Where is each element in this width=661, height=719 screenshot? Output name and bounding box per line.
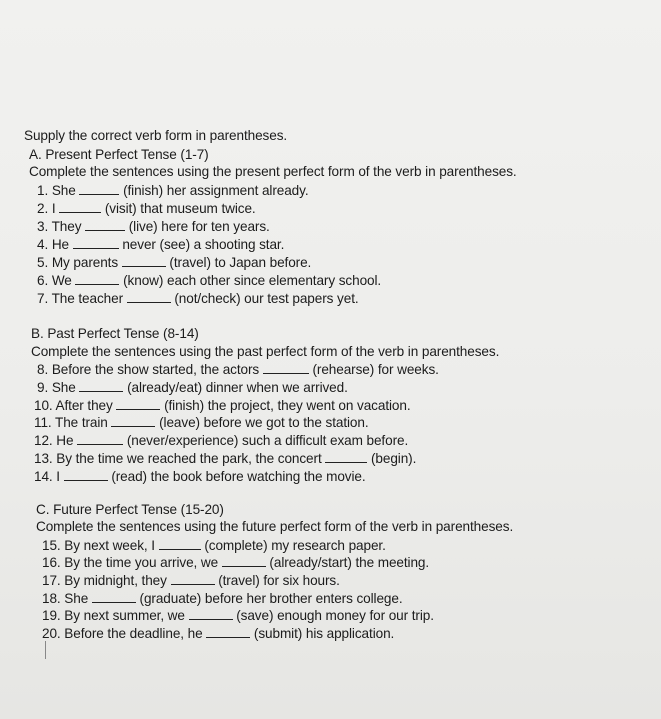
item-11: 11. The train (leave) before we got to the station. <box>34 415 369 430</box>
answer-blank[interactable] <box>73 236 119 249</box>
instruction: Supply the correct verb form in parentheses. <box>24 128 288 143</box>
item-9: 9. She (already/eat) dinner when we arrived. <box>37 380 348 395</box>
answer-blank[interactable] <box>92 590 136 603</box>
answer-blank[interactable] <box>222 554 266 567</box>
answer-blank[interactable] <box>79 379 123 392</box>
item-3: 3. They (live) here for ten years. <box>37 219 270 234</box>
answer-blank[interactable] <box>79 182 119 195</box>
item-20: 20. Before the deadline, he (submit) his application. <box>42 626 395 641</box>
section-c-title: C. Future Perfect Tense (15-20) <box>36 502 224 517</box>
answer-blank[interactable] <box>77 432 123 445</box>
item-10: 10. After they (finish) the project, they went on vacation. <box>34 398 411 413</box>
item-14: 14. I (read) the book before watching the movie. <box>34 469 366 484</box>
section-b-directions: Complete the sentences using the past perfect form of the verb in parentheses. <box>31 344 500 359</box>
section-a-title: A. Present Perfect Tense (1-7) <box>29 147 209 162</box>
item-4: 4. He never (see) a shooting star. <box>37 237 285 252</box>
item-12: 12. He (never/experience) such a difficult exam before. <box>34 433 409 448</box>
answer-blank[interactable] <box>171 572 215 585</box>
section-c-directions: Complete the sentences using the future perfect form of the verb in parentheses. <box>36 519 514 534</box>
answer-blank[interactable] <box>64 468 108 481</box>
item-16: 16. By the time you arrive, we (already/start) the meeting. <box>42 555 430 570</box>
answer-blank[interactable] <box>122 254 166 267</box>
answer-blank[interactable] <box>59 200 101 213</box>
item-13: 13. By the time we reached the park, the concert (begin). <box>34 451 417 466</box>
item-18: 18. She (graduate) before her brother enters college. <box>42 591 403 606</box>
item-2: 2. I (visit) that museum twice. <box>37 201 256 216</box>
item-5: 5. My parents (travel) to Japan before. <box>37 255 312 270</box>
item-8: 8. Before the show started, the actors (rehearse) for weeks. <box>37 362 439 377</box>
item-17: 17. By midnight, they (travel) for six hours. <box>42 573 340 588</box>
answer-blank[interactable] <box>75 272 119 285</box>
answer-blank[interactable] <box>263 361 309 374</box>
answer-blank[interactable] <box>206 625 250 638</box>
item-6: 6. We (know) each other since elementary school. <box>37 273 382 288</box>
answer-blank[interactable] <box>116 397 160 410</box>
section-a-directions: Complete the sentences using the present perfect form of the verb in parentheses. <box>29 164 517 179</box>
text-cursor <box>45 641 46 659</box>
answer-blank[interactable] <box>325 450 367 463</box>
answer-blank[interactable] <box>111 414 155 427</box>
answer-blank[interactable] <box>159 537 201 550</box>
section-b-title: B. Past Perfect Tense (8-14) <box>31 326 199 341</box>
answer-blank[interactable] <box>189 607 233 620</box>
item-19: 19. By next summer, we (save) enough money for our trip. <box>42 608 434 623</box>
item-1: 1. She (finish) her assignment already. <box>37 183 309 198</box>
answer-blank[interactable] <box>85 218 125 231</box>
item-7: 7. The teacher (not/check) our test papers yet. <box>37 291 359 306</box>
item-15: 15. By next week, I (complete) my research paper. <box>42 538 386 553</box>
answer-blank[interactable] <box>127 290 171 303</box>
